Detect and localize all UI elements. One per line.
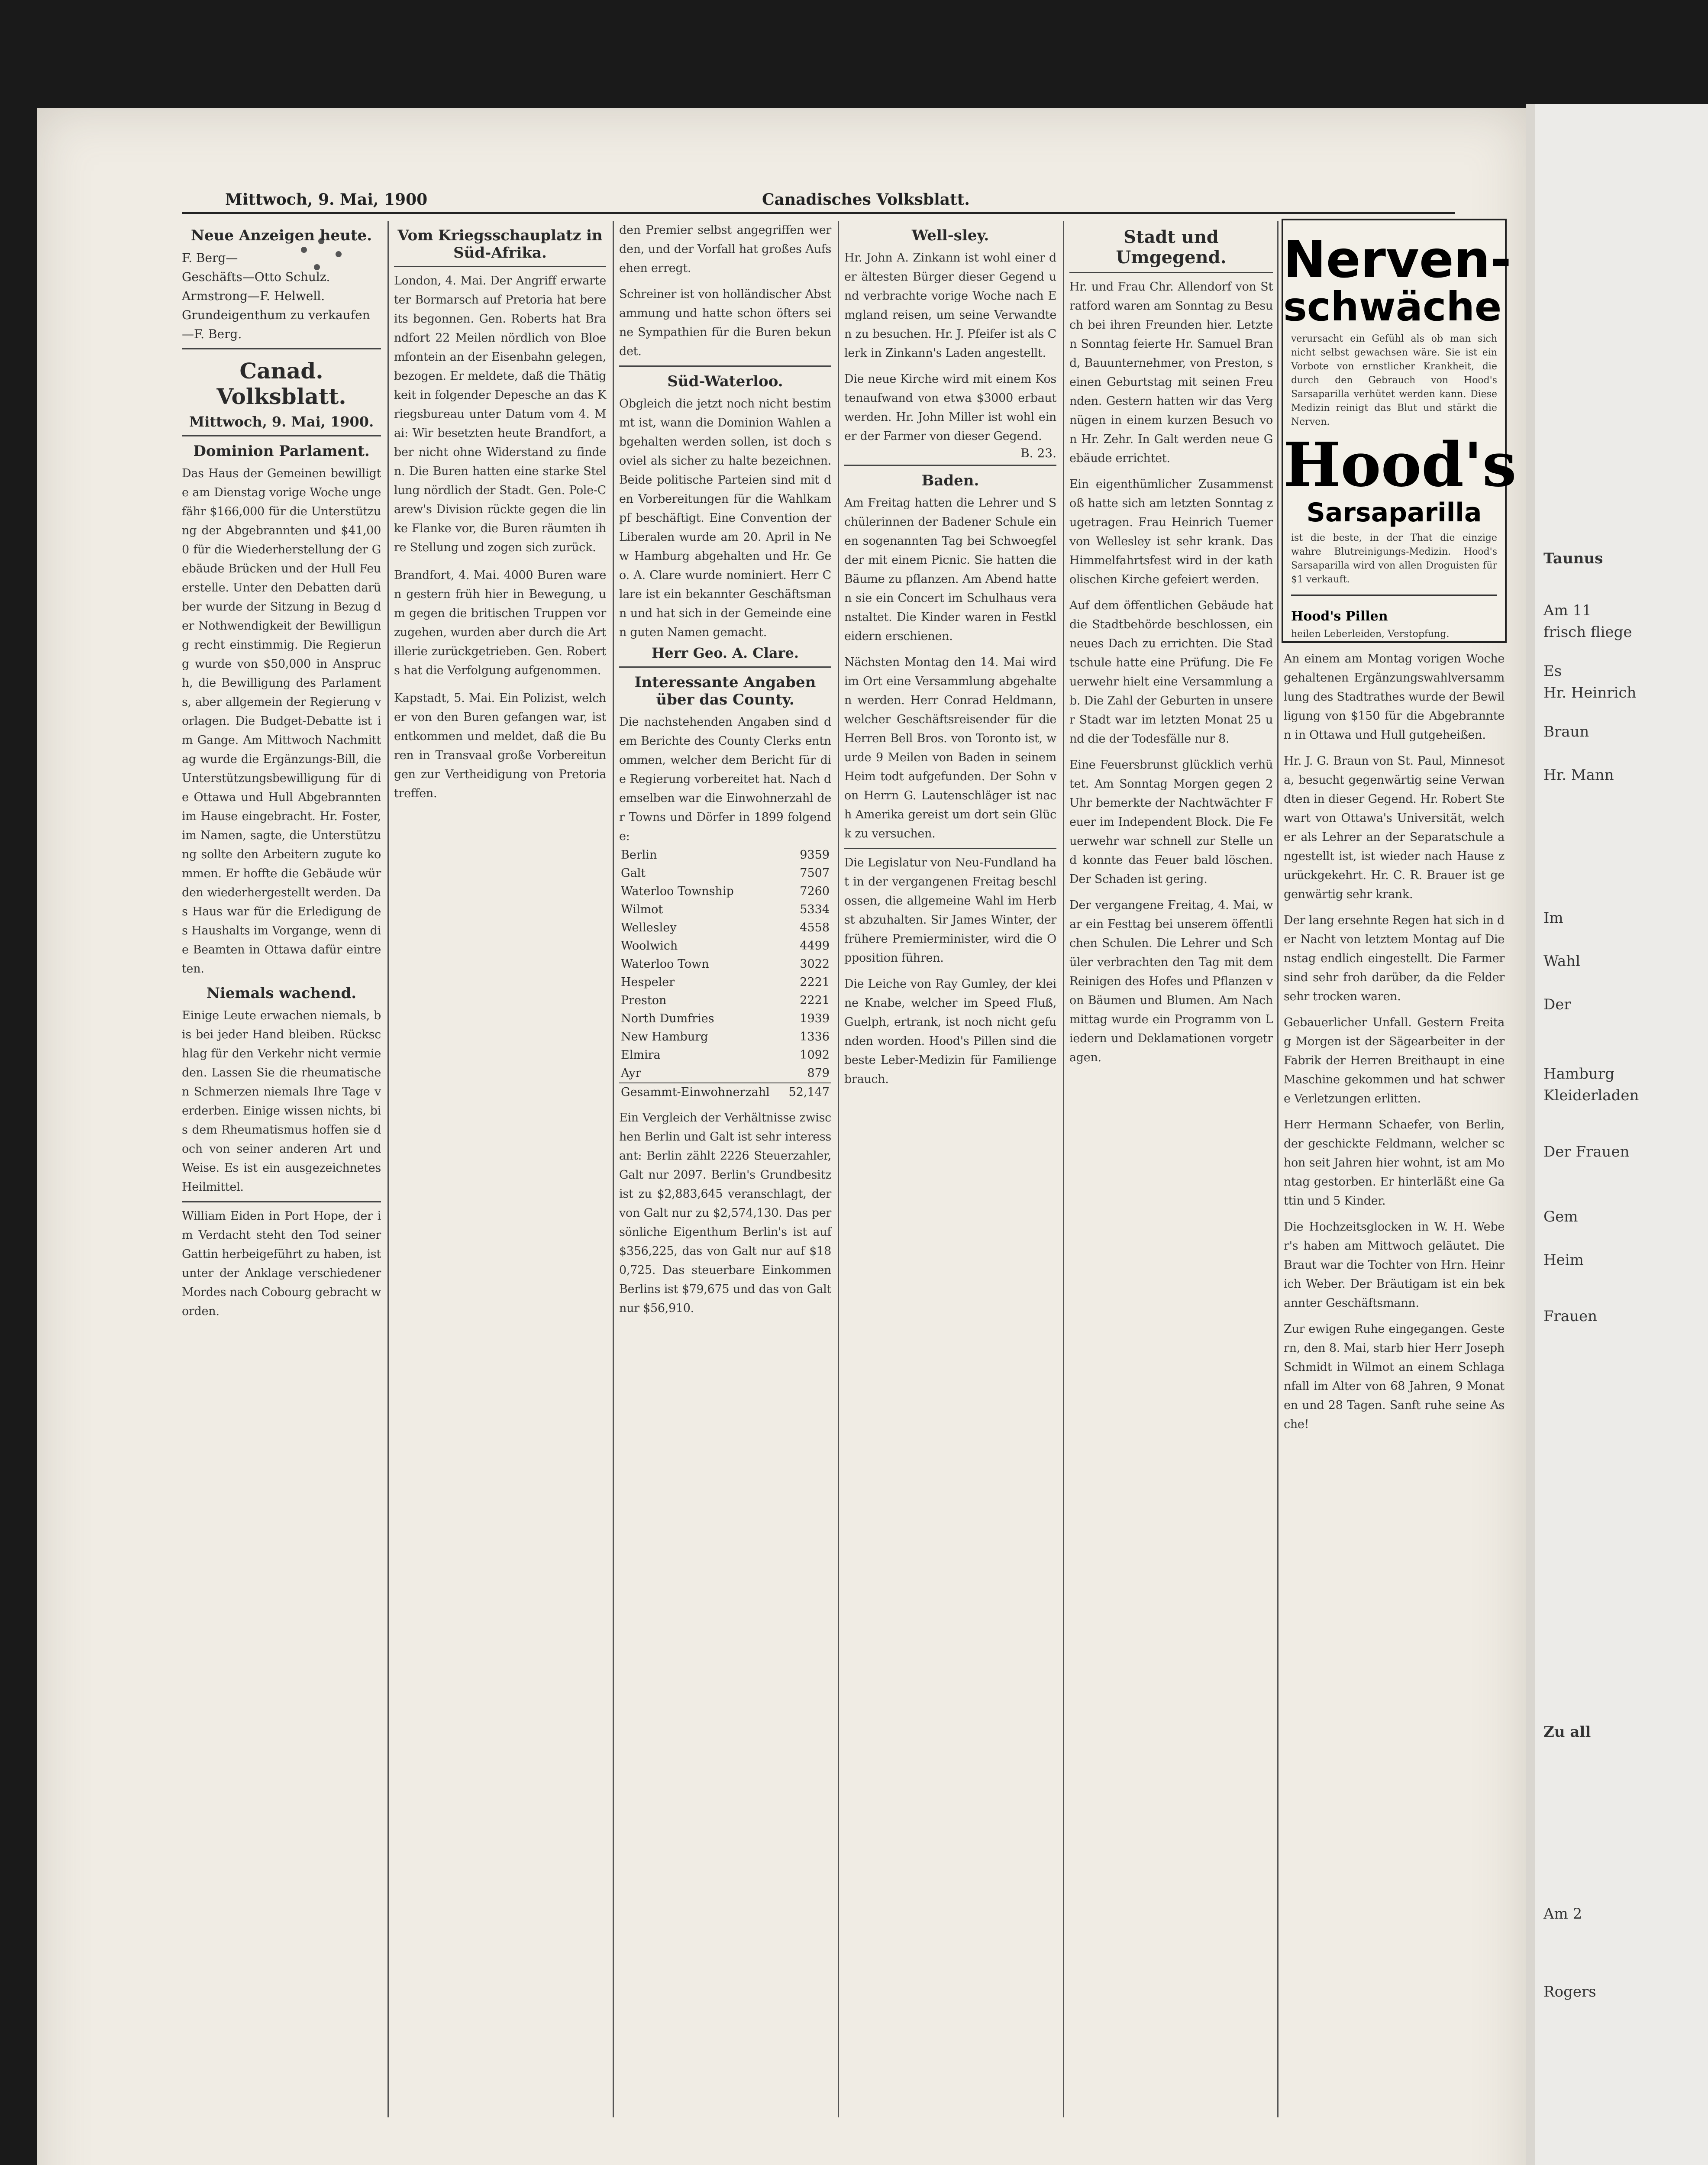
article-body: Am Freitag hatten die Lehrer und Schülerinnen der Badener Schule einen sogenannten Tag bei Schwoegfelder mit einem Picnic. Sie hatten die Bäume zu pflanzen. Am Abend hatten sie ein Concert im Schulhaus veranstaltet. Die Kinder waren in Festkleidern erschienen. xyxy=(844,496,1056,643)
edge-text: Im xyxy=(1543,909,1563,927)
place-cell: Elmira xyxy=(621,1048,661,1062)
separator xyxy=(844,465,1056,466)
article-body: Die neue Kirche wird mit einem Kostenaufwand von etwa $3000 erbaut werden. Hr. John Miller ist wohl einer der Farmer von dieser Gegend. xyxy=(844,372,1056,443)
place-cell: North Dumfries xyxy=(621,1012,714,1025)
next-page-paper xyxy=(1535,104,1708,2165)
edge-text: Kleiderladen xyxy=(1543,1087,1639,1104)
article-body: Ein Vergleich der Verhältnisse zwischen Berlin und Galt ist sehr interessant: Berlin zählt 2226 Steuerzahler, Galt nur 2097. Berlin's Grundbesitz ist zu $2,883,645 veranschlagt, der von Galt nur zu $2,574,130. Das persönliche Eigenthum Berlin's ist auf $356,225, das von Galt nur auf $180,725. Das steuerbare Einkommen Berlins ist $79,675 und das von Galt nur $56,910. xyxy=(619,1111,831,1315)
count-cell: 1092 xyxy=(800,1048,830,1062)
article-body: Eine Feuersbrunst glücklich verhütet. Am Sonntag Morgen gegen 2 Uhr bemerkte der Nachtwächter Feuer im Independent Block. Die Feuerwehr war schnell zur Stelle und konnte das Feuer bald löschen. Der Schaden ist gering. xyxy=(1069,758,1273,886)
total-row xyxy=(619,1083,831,1102)
count-cell: 879 xyxy=(807,1066,830,1080)
column-rule xyxy=(838,221,839,2117)
edge-text: Frauen xyxy=(1543,1308,1598,1325)
edge-text: Es xyxy=(1543,662,1562,680)
article-body: William Eiden in Port Hope, der im Verdacht steht den Tod seiner Gattin herbeigeführt zu haben, ist unter der Anklage verschiedener Mordes nach Cobourg gebracht worden. xyxy=(182,1209,381,1318)
edge-text: Taunus xyxy=(1543,550,1603,567)
table-row xyxy=(619,901,831,919)
ad-item: Geschäfts—Otto Schulz. xyxy=(182,270,330,284)
ad-headline-2: schwäche xyxy=(1283,284,1502,330)
count-cell: 4558 xyxy=(800,921,830,934)
article-body: Die Legislatur von Neu-Fundland hat in der vergangenen Freitag beschlossen, die allgemeine Wahl im Herbst abzuhalten. Sir James Winter, der frühere Premierminister, wird die Opposition führen. xyxy=(844,856,1056,965)
table-row xyxy=(619,864,831,882)
ad-item: Grundeigenthum zu verkaufen—F. Berg. xyxy=(182,308,370,341)
total-label: Gesammt-Einwohnerzahl xyxy=(621,1086,770,1099)
issue-date: Mittwoch, 9. Mai, 1900. xyxy=(189,414,374,430)
place-cell: Waterloo Town xyxy=(621,957,709,971)
article-body: Das Haus der Gemeinen bewilligte am Dienstag vorige Woche ungefähr $166,000 für die Unterstützung der Abgebrannten und $41,000 für die Wiederherstellung der Gebäude Brücken und der Hull Feuerstelle. Unter den Debatten darüber wurde der Sitzung in Bezug der Nothwendigkeit der Bewilligung recht einstimmig. Die Regierung wurde von $50,000 in Anspruch, die Bewilligung des Parlaments, aber allgemein der Regierung vorlagen. Die Budget-Debatte ist im Gange. Am Mittwoch Nachmittag wurde die Ergänzungs-Bill, die Unterstützungsbewilligung für die Ottawa und Hull Abgebrannten im Hause eingebracht. Hr. Foster, im Namen, sagte, die Unterstützung sollte den Arbeitern zugute kommen. Er hoffte die Gebäude würden wiederhergestellt werden. Das Haus war für die Erledigung des Haushalts im Vorgange, wenn die Beamten in Ottawa dafür eintreten. xyxy=(182,467,381,976)
table-row xyxy=(619,992,831,1010)
ad-body-2: ist die beste, in der That die einzige wahre Blutreinigungs-Medizin. Hood's Sarsaparilla wird von allen Droguisten für $1 verkauft. xyxy=(1291,533,1497,585)
paper-title: Canad. Volksblatt. xyxy=(216,358,346,409)
place-cell: Berlin xyxy=(621,848,657,862)
article-body: Der lang ersehnte Regen hat sich in der Nacht von letztem Montag auf Dienstag endlich eingestellt. Die Farmer sind sehr froh darüber, da die Felder sehr trocken waren. xyxy=(1284,914,1505,1003)
new-ads-title: Neue Anzeigen heute. xyxy=(190,227,372,244)
place-cell: Ayr xyxy=(621,1066,641,1080)
ad-headline: Nerven- xyxy=(1283,229,1511,289)
article-body: Kapstadt, 5. Mai. Ein Polizist, welcher von den Buren gefangen war, ist entkommen und meldet, daß die Buren in Transvaal große Vorbereitungen zur Vertheidigung von Pretoria treffen. xyxy=(394,692,606,800)
edge-text: frisch fliege xyxy=(1543,624,1632,641)
count-cell: 1336 xyxy=(800,1030,830,1044)
article-title: Süd-Waterloo. xyxy=(667,373,783,390)
total-value: 52,147 xyxy=(788,1086,830,1099)
column-rule xyxy=(1063,221,1064,2117)
article-body: Die nachstehenden Angaben sind dem Berichte des County Clerks entnommen, welcher dem Bericht für die Regierung vorbereitet hat. Nach demselben war die Einwohnerzahl der Towns und Dörfer in 1899 folgende: xyxy=(619,715,831,843)
separator xyxy=(394,266,606,267)
column-1 xyxy=(182,221,381,2117)
separator xyxy=(1291,595,1497,596)
article-body: Schreiner ist von holländischer Abstammung und hatte schon öfters seine Sympathien für die Buren bekundet. xyxy=(619,288,831,358)
separator xyxy=(619,365,831,367)
article-body: Die Hochzeitsglocken in W. H. Weber's haben am Mittwoch geläutet. Die Braut war die Tochter von Hrn. Heinrich Weber. Der Bräutigam ist ein bekannter Geschäftsmann. xyxy=(1284,1220,1505,1310)
article-body: London, 4. Mai. Der Angriff erwarteter Bormarsch auf Pretoria hat bereits begonnen. Gen. Roberts hat Brandfort 22 Meilen nördlich von Bloemfontein an der Eisenbahn gelegen, bezogen. Er meldete, daß die Thätigkeit in folgender Depesche an das Kriegsbureau unter Datum vom 4. Mai: Wir besetzten heute Brandfort, aber nicht ohne Widerstand zu finden. Die Buren hatten eine starke Stellung nördlich der Stadt. Gen. Pole-Carew's Division rückte gegen die linke Flanke vor, die Buren räumten ihre Stellung und zogen sich zurück. xyxy=(394,274,606,554)
edge-text: Am 11 xyxy=(1543,602,1592,619)
article-body: den Premier selbst angegriffen werden, und der Vorfall hat großes Aufsehen erregt. xyxy=(619,223,831,275)
ad-pillen-text: heilen Leberleiden, Verstopfung. xyxy=(1291,629,1450,640)
count-cell: 5334 xyxy=(800,903,830,916)
article-body: Brandfort, 4. Mai. 4000 Buren waren gestern früh hier in Bewegung, um gegen die britischen Truppen vorzugehen, wurden aber durch die Artillerie zurückgetrieben. Gen. Roberts hat die Verfolgung aufgenommen. xyxy=(394,569,606,677)
place-cell: New Hamburg xyxy=(621,1030,708,1044)
place-cell: Wilmot xyxy=(621,903,663,916)
article-title: Well-sley. xyxy=(911,227,989,244)
edge-text: Hr. Mann xyxy=(1543,766,1614,784)
article-body: Obgleich die jetzt noch nicht bestimmt ist, wann die Dominion Wahlen abgehalten werden sollen, ist doch soviel als sicher zu halte bezeichnen. Beide politische Parteien sind mit den Vorbereitungen für die Wahlkampf beschäftigt. Eine Convention der Liberalen wurde am 20. April in New Hamburg abgehalten und Hr. Geo. A. Clare wurde nominiert. Herr Clare ist ein bekannter Geschäftsmann und hat sich in der Gemeinde einen guten Namen gemacht. xyxy=(619,397,831,639)
column-4 xyxy=(844,221,1056,2117)
table-row xyxy=(619,1028,831,1046)
count-cell: 1939 xyxy=(800,1012,830,1025)
population-table xyxy=(619,846,831,1102)
table-row xyxy=(619,937,831,955)
edge-text: Heim xyxy=(1543,1251,1584,1269)
count-cell: 7507 xyxy=(800,866,830,880)
article-body: An einem am Montag vorigen Woche gehaltenen Ergänzungswahlversammlung des Stadtrathes wurde der Bewilligung von $150 für die Abgebrannten in Ottawa und Hull gutgeheißen. xyxy=(1284,652,1505,742)
place-cell: Hespeler xyxy=(621,976,675,989)
table-row xyxy=(619,919,831,937)
table-row xyxy=(619,846,831,864)
signature: B. 23. xyxy=(1020,446,1056,460)
article-body: Hr. John A. Zinkann ist wohl einer der ältesten Bürger dieser Gegend und verbrachte vorige Woche nach Emgland reisen, um seine Verwandten zu besuchen. Hr. J. Pfeifer ist als Clerk in Zinkann's Laden angestellt. xyxy=(844,251,1056,360)
count-cell: 4499 xyxy=(800,939,830,953)
place-cell: Waterloo Township xyxy=(621,885,734,898)
article-body: Hr. J. G. Braun von St. Paul, Minnesota, besucht gegenwärtig seine Verwandten in dieser Gegend. Hr. Robert Stewart von Ottawa's Universität, welcher als Lehrer an der Separatschule angestellt ist, ist wieder nach Hause zurückgekehrt. Hr. C. R. Brauer ist gegenwärtig sehr krank. xyxy=(1284,754,1505,901)
edge-text: Der Frauen xyxy=(1543,1143,1630,1160)
edge-text: Hamburg xyxy=(1543,1065,1614,1082)
separator xyxy=(619,666,831,668)
table-row xyxy=(619,973,831,992)
edge-text: Rogers xyxy=(1543,1983,1596,2000)
separator xyxy=(844,848,1056,849)
edge-text: Gem xyxy=(1543,1208,1578,1225)
column-2 xyxy=(394,221,606,2117)
signature: Herr Geo. A. Clare. xyxy=(651,645,799,661)
article-body: Gebauerlicher Unfall. Gestern Freitag Morgen ist der Sägearbeiter in der Fabrik der Herren Breithaupt in eine Maschine gekommen und hat schwere Verletzungen erlitten. xyxy=(1284,1016,1505,1105)
next-page-edge xyxy=(1526,104,1639,2165)
article-title: Stadt und Umgegend. xyxy=(1116,227,1227,268)
article-title: Niemals wachend. xyxy=(206,985,357,1002)
place-cell: Galt xyxy=(621,866,646,880)
table-row xyxy=(619,1046,831,1064)
new-ads-list xyxy=(182,249,381,344)
count-cell: 2221 xyxy=(800,994,830,1007)
separator xyxy=(182,1201,381,1202)
separator xyxy=(182,435,381,436)
edge-text: Zu all xyxy=(1543,1723,1591,1741)
place-cell: Woolwich xyxy=(621,939,678,953)
article-body: Herr Hermann Schaefer, von Berlin, der geschickte Feldmann, welcher schon seit Jahren hier wohnt, ist am Montag gestorben. Er hinterläßt eine Gattin und 5 Kinder. xyxy=(1284,1118,1505,1208)
article-body: Ein eigenthümlicher Zusammenstoß hatte sich am letzten Sonntag zugetragen. Frau Heinrich Tuemer von Wellesley ist sehr krank. Das Himmelfahrtsfest wird in der katholischen Kirche gefeiert werden. xyxy=(1069,478,1273,586)
column-5 xyxy=(1069,221,1273,2117)
ad-item: Armstrong—F. Helwell. xyxy=(182,289,325,303)
header-masthead: Canadisches Volksblatt. xyxy=(762,191,970,209)
ad-product: Sarsaparilla xyxy=(1306,498,1482,528)
column-rule xyxy=(1277,221,1279,2117)
table-row xyxy=(619,1064,831,1083)
ad-body: verursacht ein Gefühl als ob man sich nicht selbst gewachsen wäre. Sie ist ein Vorbote von ernstlicher Krankheit, die durch den Gebrauch von Hood's Sarsaparilla verhütet werden kann. Diese Medizin reinigt das Blut und stärkt die Nerven. xyxy=(1291,333,1497,427)
count-cell: 9359 xyxy=(800,848,830,862)
separator xyxy=(1069,272,1273,273)
place-cell: Wellesley xyxy=(621,921,677,934)
column-rule xyxy=(387,221,389,2117)
separator xyxy=(182,348,381,349)
edge-text: Der xyxy=(1543,996,1571,1013)
count-cell: 7260 xyxy=(800,885,830,898)
ad-item: F. Berg— xyxy=(182,251,238,265)
edge-text: Am 2 xyxy=(1543,1905,1582,1923)
article-body: Zur ewigen Ruhe eingegangen. Gestern, den 8. Mai, starb hier Herr Joseph Schmidt in Wilmot an einem Schlaganfall im Alter von 68 Jahren, 9 Monaten und 28 Tagen. Sanft ruhe seine Asche! xyxy=(1284,1322,1505,1431)
table-row xyxy=(619,882,831,901)
table-row xyxy=(619,955,831,973)
article-title: Interessante Angaben über das County. xyxy=(634,674,816,708)
count-cell: 2221 xyxy=(800,976,830,989)
ad-brand: Hood's xyxy=(1283,430,1517,501)
edge-text: Wahl xyxy=(1543,953,1581,970)
count-cell: 3022 xyxy=(800,957,830,971)
article-title: Dominion Parlament. xyxy=(193,443,370,460)
article-body: Die Leiche von Ray Gumley, der kleine Knabe, welcher im Speed Fluß, Guelph, ertrank, ist noch nicht gefunden worden. Hood's Pillen sind die beste Leber-Medizin für Familiengebrauch. xyxy=(844,977,1056,1086)
article-title: Baden. xyxy=(921,472,979,489)
article-body: Einige Leute erwachen niemals, bis bei jeder Hand bleiben. Rückschlag für den Verkehr nicht vermieden. Lassen Sie die rheumatischen Schmerzen niemals Ihre Tage verderben. Einige wissen nichts, bis dem Rheumatismus hoffen sie doch von seiner anderen Art und Weise. Es ist ein ausgezeichnetes Heilmittel. xyxy=(182,1009,381,1194)
header-date: Mittwoch, 9. Mai, 1900 xyxy=(225,191,428,209)
place-cell: Preston xyxy=(621,994,667,1007)
article-body: Auf dem öffentlichen Gebäude hat die Stadtbehörde beschlossen, ein neues Dach zu errichten. Die Stadtschule hatte eine Prüfung. Die Feuerwehr hielt eine Versammlung ab. Die Zahl der Geburten in unserer Stadt war im letzten Monat 25 und die der Todesfälle nur 8. xyxy=(1069,599,1273,746)
column-6 xyxy=(1284,650,1505,2117)
edge-text: Braun xyxy=(1543,723,1589,740)
ad-pillen: Hood's Pillen xyxy=(1291,609,1388,624)
hoods-advertisement xyxy=(1282,219,1517,643)
article-body: Hr. und Frau Chr. Allendorf von Stratford waren am Sonntag zu Besuch bei ihren Freunden hier. Letzten Sonntag feierte Hr. Samuel Brand, Bauunternehmer, von Preston, seinen Geburtstag mit seinen Freunden. Gestern hatten wir das Vergnügen in einem kurzen Besuch von Hr. Zehr. In Galt werden neue Gebäude errichtet. xyxy=(1069,280,1273,465)
column-rule xyxy=(613,221,614,2117)
article-title: Vom Kriegsschauplatz in Süd-Afrika. xyxy=(397,227,603,262)
table-row xyxy=(619,1010,831,1028)
edge-text: Hr. Heinrich xyxy=(1543,684,1637,701)
column-3 xyxy=(619,221,831,2117)
article-body: Nächsten Montag den 14. Mai wird im Ort eine Versammlung abgehalten werden. Herr Conrad Heldmann, welcher Geschäftsreisender für die Herren Bell Bros. von Toronto ist, wurde 9 Meilen von Baden in seinem Heim todt aufgefunden. Der Sohn von Herrn G. Lautenschläger ist nach Amerika gereist um dort sein Glück zu versuchen. xyxy=(844,656,1056,840)
article-body: Der vergangene Freitag, 4. Mai, war ein Festtag bei unserem öffentlichen Schulen. Die Lehrer und Schüler verbrachten den Tag mit dem Reinigen des Hofes und Pflanzen von Bäumen und Blumen. Am Nachmittag wurde ein Programm von Liedern und Deklamationen vorgetragen. xyxy=(1069,898,1273,1064)
